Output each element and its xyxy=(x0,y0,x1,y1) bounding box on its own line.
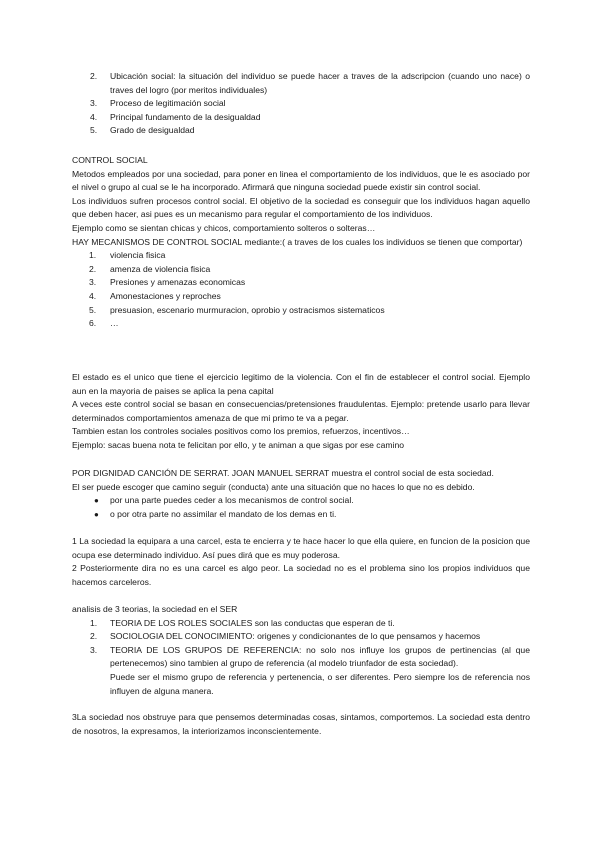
paragraph: POR DIGNIDAD CANCIÓN DE SERRAT. JOAN MANUEL SERRAT muestra el control social de esta sociedad. xyxy=(72,468,494,478)
paragraph: 1 La sociedad la equipara a una carcel, esta te encierra y te hace hacer lo que ella quiere, en funcion de la posicion que ocupa ese determinado individuo. Así pues dirá que es muy poderosa. xyxy=(72,536,530,560)
mechanisms-list xyxy=(72,249,530,331)
top-numbered-list xyxy=(72,70,530,138)
paragraph: 2 Posteriormente dira no es una carcel es algo peor. La sociedad no es el problema sino los propios individuos que hacemos carceleros. xyxy=(72,563,530,587)
serrat-section xyxy=(72,467,530,521)
list-item: ● por una parte puedes ceder a los mecanismos de control social. xyxy=(72,494,530,508)
paragraph: Ejemplo: sacas buena nota te felicitan por ello, y te animan a que sigas por ese camino xyxy=(72,439,405,450)
list-item: 5. presuasion, escenario murmuracion, oprobio y ostracismos sistematicos xyxy=(89,304,385,315)
list-item: 3. Proceso de legitimación social xyxy=(90,98,226,109)
list-item: 1. TEORIA DE LOS ROLES SOCIALES son las conductas que esperan de ti. xyxy=(90,617,395,628)
paragraph: El ser puede escoger que camino seguir (conducta) ante una situación que no haces lo que no es debido. xyxy=(72,481,475,492)
teorias-list xyxy=(72,617,530,699)
list-item: 3. Presiones y amenazas economicas xyxy=(89,277,246,288)
list-item: ● o por otra parte no assimilar el mandato de los demas en ti. xyxy=(72,508,530,522)
bullet-icon: ● xyxy=(94,496,99,506)
section-heading: CONTROL SOCIAL xyxy=(72,155,148,165)
list-item: 2. SOCIOLOGIA DEL CONOCIMIENTO: origenes y condicionantes de lo que pensamos y hacemos xyxy=(90,631,481,642)
control-social-section xyxy=(72,154,530,331)
list-item: 5. Grado de desigualdad xyxy=(90,125,195,136)
list-item: 4. Principal fundamento de la desigualdad xyxy=(90,111,261,122)
paragraph: Tambien estan los controles sociales positivos como los premios, refuerzos, incentivos… xyxy=(72,426,410,437)
bullet-list xyxy=(72,494,530,521)
list-item: 3. TEORIA DE LOS GRUPOS DE REFERENCIA: no solo nos influye los grupos de pertinencias (al que pertenecemos) sino tambien al grupo de referencia (al modelo triunfador de esta sociedad). Puede ser el mismo grupo de referencia y pertenencia, o ser diferentes. Pero siempre los de referencia nos influyen de alguna manera. xyxy=(90,644,530,696)
paragraph: HAY MECANISMOS DE CONTROL SOCIAL mediante:( a traves de los cuales los individuos se tienen que comportar) xyxy=(72,236,523,247)
paragraph: A veces este control social se basan en consecuencias/pretensiones fraudulentas. Ejemplo: pretende usarlo para llevar determinados comportamientos amenaza de que mi primo te va a pegar. xyxy=(72,399,530,423)
list-item: 2. Ubicación social: la situación del individuo se puede hacer a traves de la adscripcion (cuando uno nace) o traves del logro (por meritos individuales) xyxy=(90,71,530,95)
list-item: 6. … xyxy=(89,318,119,329)
paragraph: Metodos empleados por una sociedad, para poner en linea el comportamiento de los individuos, que le es asociado por el nivel o grupo al cual se le ha incorporado. Afirmará que ninguna sociedad puede existir sin control social. xyxy=(72,168,530,193)
list-item: 4. Amonestaciones y reproches xyxy=(89,290,221,301)
paragraph: El estado es el unico que tiene el ejercicio legitimo de la violencia. Con el fin de establecer el control social. Ejemplo aun en la mayoria de paises se aplica la pena capital xyxy=(72,372,530,396)
list-item: 2. amenza de violencia fisica xyxy=(89,263,211,274)
section-heading: analisis de 3 teorias, la sociedad en el SER xyxy=(72,604,238,614)
closing-section xyxy=(72,711,530,738)
list-item: 1. violencia fisica xyxy=(89,250,166,261)
teorias-section xyxy=(72,603,530,698)
paragraph: 3La sociedad nos obstruye para que pensemos determinadas cosas, sintamos, comportemos. La sociedad esta dentro de nosotros, la expresamos, la interiorizamos inconscientemente. xyxy=(72,712,530,736)
paragraph: Ejemplo como se sientan chicas y chicos, comportamiento solteros o solteras… xyxy=(72,222,376,233)
paragraph: Los individuos sufren procesos control social. El objetivo de la sociedad es conseguir que los individuos hagan aquello que deben hacer, asi pues es un mecanismo para regular el comportamiento de los individuos. xyxy=(72,195,530,220)
estado-section xyxy=(72,371,530,453)
bullet-icon: ● xyxy=(94,509,99,519)
carcel-section xyxy=(72,535,530,589)
